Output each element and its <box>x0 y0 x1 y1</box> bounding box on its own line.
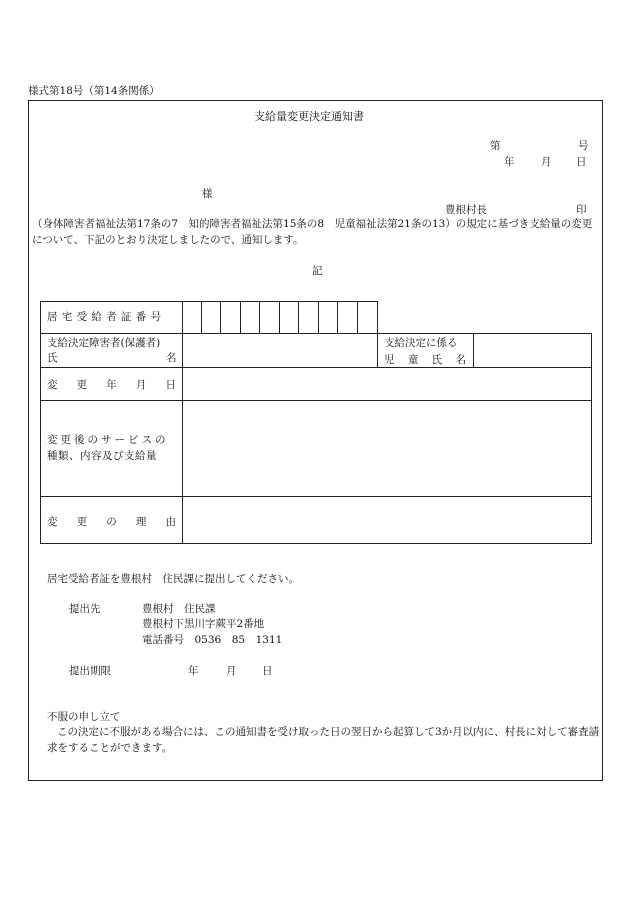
doc-number-suffix: 号 <box>578 140 589 152</box>
seal-mark: 印 <box>576 204 587 216</box>
reason-label <box>47 514 176 529</box>
child-label-char: 児 <box>384 354 395 366</box>
submit-to-phone: 電話番号 0536 85 1311 <box>142 634 283 646</box>
child-label-char: 氏 <box>431 354 443 366</box>
recipient-label-line2a: 氏 <box>47 352 58 364</box>
deadline-label: 提出期限 <box>69 665 111 677</box>
submit-to-dept: 豊根村 住民課 <box>142 603 216 615</box>
change-date-char: 更 <box>76 379 88 391</box>
cert-number-label: 居宅受給者証番号 <box>47 311 166 323</box>
ki-heading: 記 <box>312 265 323 277</box>
issue-date-month: 月 <box>541 156 552 168</box>
reason-char: 変 <box>47 516 58 528</box>
deadline-month: 月 <box>226 665 237 677</box>
service-label-line1: 変更後のサービスの <box>47 434 169 446</box>
recipient-label-line1: 支給決定障害者(保護者) <box>47 337 161 349</box>
reason-char: の <box>106 516 117 528</box>
addressee-suffix: 様 <box>202 188 213 200</box>
issue-date-day: 日 <box>576 156 587 168</box>
reason-char: 更 <box>76 516 88 528</box>
change-date-char: 日 <box>165 379 176 391</box>
reason-char: 由 <box>165 516 176 528</box>
reason-char: 理 <box>135 516 147 528</box>
objection-title: 不服の申し立て <box>47 711 121 723</box>
change-date-char: 年 <box>106 379 117 391</box>
body-text: （身体障害者福祉法第17条の7 知的障害者福祉法第15条の8 児童福祉法第21条の13）の規定に基づき支給量の変更について、下記のとおり決定しましたので、通知します。 <box>32 218 593 247</box>
doc-number-prefix: 第 <box>490 140 501 152</box>
form-number: 様式第18号（第14条関係） <box>28 85 160 97</box>
issue-date-year: 年 <box>504 156 515 168</box>
change-date-label <box>47 377 176 392</box>
deadline-day: 日 <box>262 665 273 677</box>
service-label-line2: 種類、内容及び支給量 <box>47 450 157 462</box>
child-label-line1: 支給決定に係る <box>384 337 458 349</box>
recipient-label-line2b: 名 <box>166 352 177 364</box>
submit-to-address: 豊根村下黒川字蕨平2番地 <box>142 618 265 630</box>
objection-text: この決定に不服がある場合には、この通知書を受け取った日の翌日から起算して3か月以内に、村長に対して審査請求をすることができます。 <box>47 726 600 755</box>
document-title: 支給量変更決定通知書 <box>254 110 364 123</box>
submit-instruction: 居宅受給者証を豊根村 住民課に提出してください。 <box>47 573 299 585</box>
submit-to-label: 提出先 <box>69 603 101 615</box>
child-label-char: 名 <box>455 354 466 366</box>
child-label-line2 <box>384 352 466 367</box>
deadline-year: 年 <box>188 665 199 677</box>
child-label-char: 童 <box>407 354 419 366</box>
change-date-char: 月 <box>135 379 147 391</box>
issuer-name: 豊根村長 <box>445 204 487 216</box>
change-date-char: 変 <box>47 379 58 391</box>
